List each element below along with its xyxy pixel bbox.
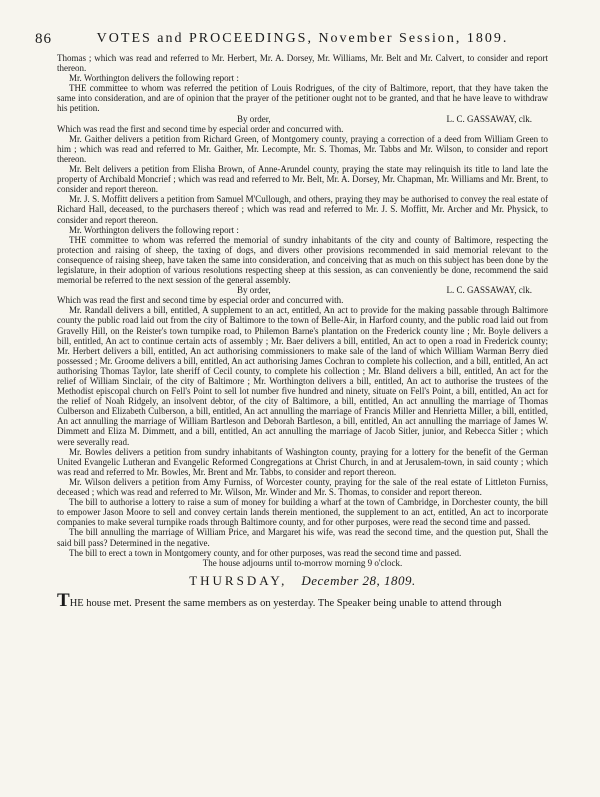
- paragraph: Which was read the first and second time by especial order and concurred with.: [57, 295, 344, 306]
- paragraph: Mr. Bowles delivers a petition from sundry inhabitants of Washington county, praying for a lottery for the benefit of the German United Evangelic Lutheran and Evangelic Reformed Congregations at Christ Church, in and at Jerusalem-town, in said county ; which was read and referred to Mr. Bowles, Mr. Brent and Mr. Tabbs, to consider and report thereon.: [57, 446, 548, 477]
- day-heading: [57, 573, 548, 589]
- day-date: December 28, 1809.: [301, 572, 416, 588]
- paragraph: Mr. Worthington delivers the following report :: [69, 73, 239, 84]
- page-body: [57, 53, 548, 568]
- clerk-signature: L. C. GASSAWAY, clk.: [446, 285, 532, 296]
- by-order-label: By order,: [237, 113, 271, 124]
- final-paragraph: [57, 589, 548, 611]
- paragraph: Mr. Belt delivers a petition from Elisha Brown, of Anne-Arundel county, praying the state may relinquish its title to land late the property of Archibald Moncrief ; which was read and referred to Mr. Belt, Mr. A. Dorsey, Mr. Chapman, Mr. Williams and Mr. Brent, to consider and report thereon.: [57, 164, 548, 195]
- paragraph: Mr. Randall delivers a bill, entitled, A supplement to an act, entitled, An act to provide for the making passable through Baltimore county the public road laid out from the city of Baltimore to the town of Belle-Air, in Harford county, and the public road laid out from Gravelly Hill, on the Reister's town turnpike road, to Philemon Barne's plantation on the Frederick county line ; Mr. Boyle delivers a bill, entitled, An act to continue certain acts of assembly ; Mr. Baer delivers a bill, entitled, An act to open a road in Frederick county; Mr. Herbert delivers a bill, entitled, An act authorising commissioners to make sale of the land of which William Warman Berry died possessed ; Mr. Groome delivers a bill, entitled, An act authorising James Cochran to complete his collection, and a bill, entitled, An act authorising Thomas Taylor, late sheriff of Cecil county, to complete his collection ; Mr. Bland delivers a bill, entitled, An act for the relief of William Sinclair, of the city of Baltimore ; Mr. Worthington delivers a bill, entitled, An act to authorise the trustees of the Methodist episcopal church on Fell's Point to sell lot number five hundred and ninety, situate on Fell's Point, a bill, entitled, An act for the relief of Noah Ridgely, an insolvent debtor, of the city of Baltimore, a bill, entitled, An act annulling the marriage of Thomas Culberson and Elizabeth Culberson, a bill, entitled, An act annulling the marriage of Francis Miller and Henrietta Miller, a bill, entitled, An act annulling the marriage of William Bartleson and Deborah Bartleson, a bill, entitled, An act annulling the marriage of James W. Dimmett and Eliza M. Dimmett, and a bill, entitled, An act annulling the marriage of Jacob Sitler, junior, and Rebecca Sitler ; which were severally read.: [57, 305, 548, 447]
- by-order-label: By order,: [237, 285, 271, 296]
- drop-cap: T: [57, 589, 70, 611]
- committee-report: THE committee to whom was referred the petition of Louis Rodrigues, of the city of Baltimore, report, that they have taken the same into consideration, and are of opinion that the prayer of the petitioner ought not to be granted, and that he have leave to withdraw his petition.: [57, 83, 548, 114]
- committee-report: THE committee to whom was referred the memorial of sundry inhabitants of the city and county of Baltimore, respecting the protection and raising of sheep, the taxing of dogs, and divers other provisions recommended in said memorial relevant to the consequence of raising sheep, have taken the same into consideration, and conceiving that as much on this subject has been done by the legislature, in their adoption of various resolutions respecting sheep at this session, as can conveniently be done, recommend the said memorial be referred to the next session of the general assembly.: [57, 234, 548, 286]
- paragraph: Thomas ; which was read and referred to Mr. Herbert, Mr. A. Dorsey, Mr. Williams, Mr. Belt and Mr. Calvert, to consider and report thereon.: [57, 53, 548, 74]
- paragraph: The bill to erect a town in Montgomery county, and for other purposes, was read the second time and passed.: [69, 547, 462, 558]
- paragraph: Which was read the first and second time by especial order and concurred with.: [57, 123, 344, 134]
- paragraph: Mr. Wilson delivers a petition from Amy Furniss, of Worcester county, praying for the sale of the real estate of Littleton Furniss, deceased ; which was read and referred to Mr. Wilson, Mr. Winder and Mr. S. Thomas, to consider and report thereon.: [57, 476, 548, 498]
- paragraph: The bill to authorise a lottery to raise a sum of money for building a wharf at the town of Cambridge, in Dorchester county, the bill to empower Jason Moore to sell and convey certain lands therein mentioned, the supplement to an act, entitled, An act to incorporate companies to make several turnpike roads through Baltimore county, and for other purposes, were read the second time and passed.: [57, 497, 548, 528]
- clerk-signature: L. C. GASSAWAY, clk.: [446, 113, 532, 124]
- signature-block: [57, 285, 548, 295]
- paragraph: Mr. J. S. Moffitt delivers a petition from Samuel M'Cullough, and others, praying they may be authorised to convey the real estate of Richard Hall, deceased, to the purchasers thereof ; which was read and referred to Mr. J. S. Moffitt, Mr. Archer and Mr. Physick, to consider and report thereon.: [57, 194, 548, 225]
- adjournment-line: The house adjourns until to-morrow morning 9 o'clock.: [202, 557, 403, 568]
- paragraph: Mr. Worthington delivers the following report :: [69, 224, 239, 235]
- page-header: [35, 31, 548, 53]
- final-paragraph-text: HE house met. Present the same members as on yesterday. The Speaker being unable to attend through: [69, 597, 502, 609]
- running-title: VOTES and PROCEEDINGS, November Session, 1809.: [96, 31, 509, 46]
- day-name: THURSDAY,: [189, 572, 288, 588]
- paragraph: The bill annulling the marriage of William Price, and Margaret his wife, was read the second time, and the question put, Shall the said bill pass? Determined in the negative.: [57, 527, 548, 548]
- page-number: 86: [35, 31, 52, 47]
- signature-block: [57, 114, 548, 124]
- paragraph: Mr. Gaither delivers a petition from Richard Green, of Montgomery county, praying a correction of a deed from William Green to him ; which was read and referred to Mr. Gaither, Mr. Lecompte, Mr. S. Thomas, Mr. Tabbs and Mr. Wilson, to consider and report thereon.: [57, 133, 548, 164]
